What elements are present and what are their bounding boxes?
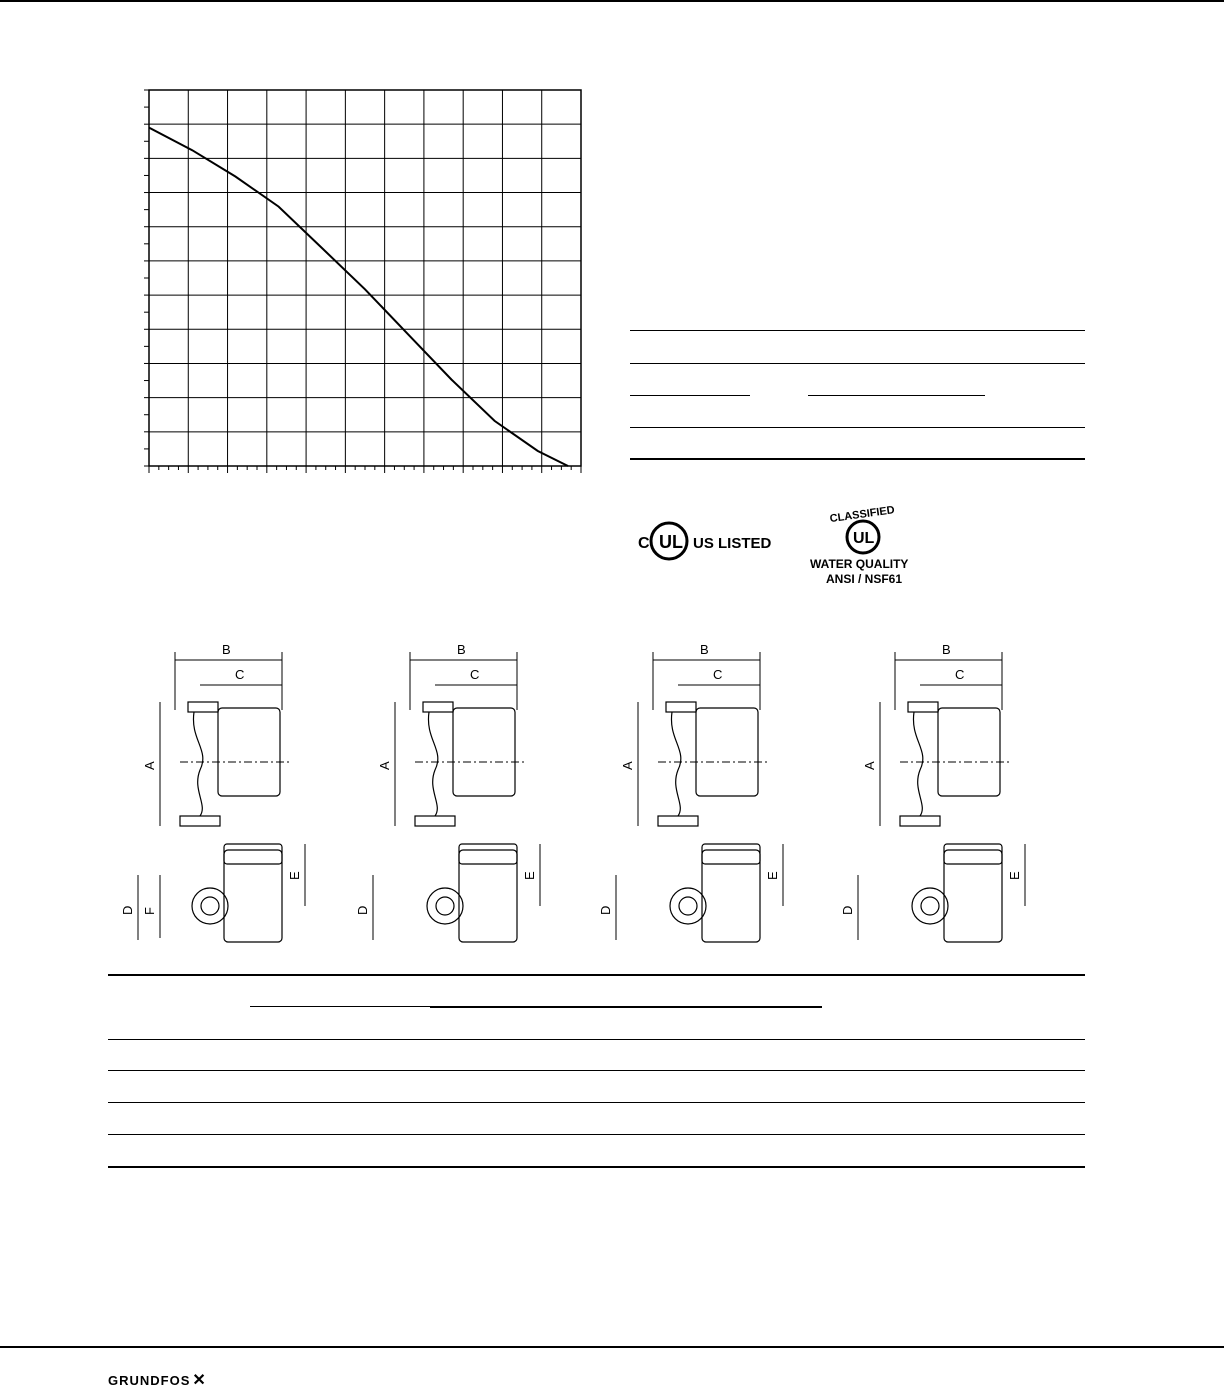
inlet-flange-bottom	[900, 816, 940, 826]
pump-housing	[671, 712, 680, 816]
terminal-box	[702, 844, 760, 864]
dim-b-label: B	[222, 642, 231, 657]
table-rule-bottom	[108, 1166, 1085, 1168]
water-quality-text: WATER QUALITY	[810, 557, 909, 571]
outlet-bore	[679, 897, 697, 915]
grundfos-logo	[108, 1370, 207, 1390]
dim-d-label: D	[355, 905, 370, 915]
inlet-flange-bottom	[658, 816, 698, 826]
dim-e-label: E	[1007, 871, 1022, 880]
spec-rule-5	[630, 458, 1085, 460]
motor-body	[696, 708, 758, 796]
outlet-ring	[670, 888, 706, 924]
ul-mark-text: UL	[659, 532, 683, 552]
inlet-flange-top	[908, 702, 938, 712]
brand-mark-icon: ✕	[192, 1372, 207, 1389]
ul-listed-logo	[638, 523, 772, 559]
outlet-ring	[192, 888, 228, 924]
ul-classified-logo	[810, 504, 908, 586]
dim-a-label: A	[862, 761, 877, 770]
outlet-bore	[921, 897, 939, 915]
footer-rule	[0, 1346, 1224, 1348]
outlet-bore	[436, 897, 454, 915]
ul-c-text: C	[638, 535, 650, 552]
brand-name: GRUNDFOS	[108, 1373, 191, 1388]
table-rule-sub-b	[430, 1006, 822, 1008]
pump-drawing-2	[355, 642, 540, 942]
spec-rule-3a	[630, 395, 750, 396]
pump-curve-line	[149, 128, 568, 466]
inlet-flange-bottom	[415, 816, 455, 826]
dim-e-label: E	[765, 871, 780, 880]
pump-drawing-4	[840, 642, 1025, 942]
dim-d-label: D	[120, 905, 135, 915]
dimension-drawings	[100, 630, 1060, 950]
inlet-flange-top	[188, 702, 218, 712]
ansi-text: ANSI / NSF61	[826, 572, 903, 586]
pump-housing	[913, 712, 922, 816]
pump-housing	[428, 712, 437, 816]
outlet-ring	[912, 888, 948, 924]
inlet-flange-top	[423, 702, 453, 712]
pump-housing	[193, 712, 202, 816]
table-rule-top	[108, 974, 1085, 976]
pump-drawing-3	[598, 642, 783, 942]
motor-body	[453, 708, 515, 796]
inlet-flange-bottom	[180, 816, 220, 826]
outlet-ring	[427, 888, 463, 924]
motor-body	[938, 708, 1000, 796]
dim-b-label: B	[457, 642, 466, 657]
classified-text: CLASSIFIED	[829, 504, 896, 526]
spec-rule-4	[630, 427, 1085, 428]
ul-classified-mark: UL	[853, 530, 875, 547]
inlet-flange-top	[666, 702, 696, 712]
dim-c-label: C	[235, 667, 245, 682]
terminal-box	[459, 844, 517, 864]
dim-f-label: F	[142, 907, 157, 915]
terminal-box	[944, 844, 1002, 864]
table-rule-3	[108, 1102, 1085, 1103]
spec-rule-3b	[808, 395, 985, 396]
table-rule-1	[108, 1039, 1085, 1040]
table-rule-sub-a	[250, 1006, 430, 1007]
dim-d-label: D	[840, 905, 855, 915]
dim-b-label: B	[942, 642, 951, 657]
dim-e-label: E	[522, 871, 537, 880]
ul-us-listed-text: US LISTED	[693, 535, 772, 552]
table-rule-4	[108, 1134, 1085, 1135]
certification-logos	[630, 500, 950, 590]
terminal-box	[224, 844, 282, 864]
table-rule-2	[108, 1070, 1085, 1071]
dim-c-label: C	[713, 667, 723, 682]
outlet-bore	[201, 897, 219, 915]
motor-body	[218, 708, 280, 796]
pump-drawing-1	[120, 642, 305, 942]
dim-c-label: C	[470, 667, 480, 682]
dim-d-label: D	[598, 905, 613, 915]
spec-rule-1	[630, 330, 1085, 331]
top-rule	[0, 0, 1224, 2]
dim-a-label: A	[620, 761, 635, 770]
dim-c-label: C	[955, 667, 965, 682]
pump-curve-chart	[140, 86, 590, 486]
dim-a-label: A	[142, 761, 157, 770]
plot-frame	[149, 90, 581, 466]
dim-a-label: A	[377, 761, 392, 770]
dim-e-label: E	[287, 871, 302, 880]
spec-rule-2	[630, 363, 1085, 364]
dim-b-label: B	[700, 642, 709, 657]
